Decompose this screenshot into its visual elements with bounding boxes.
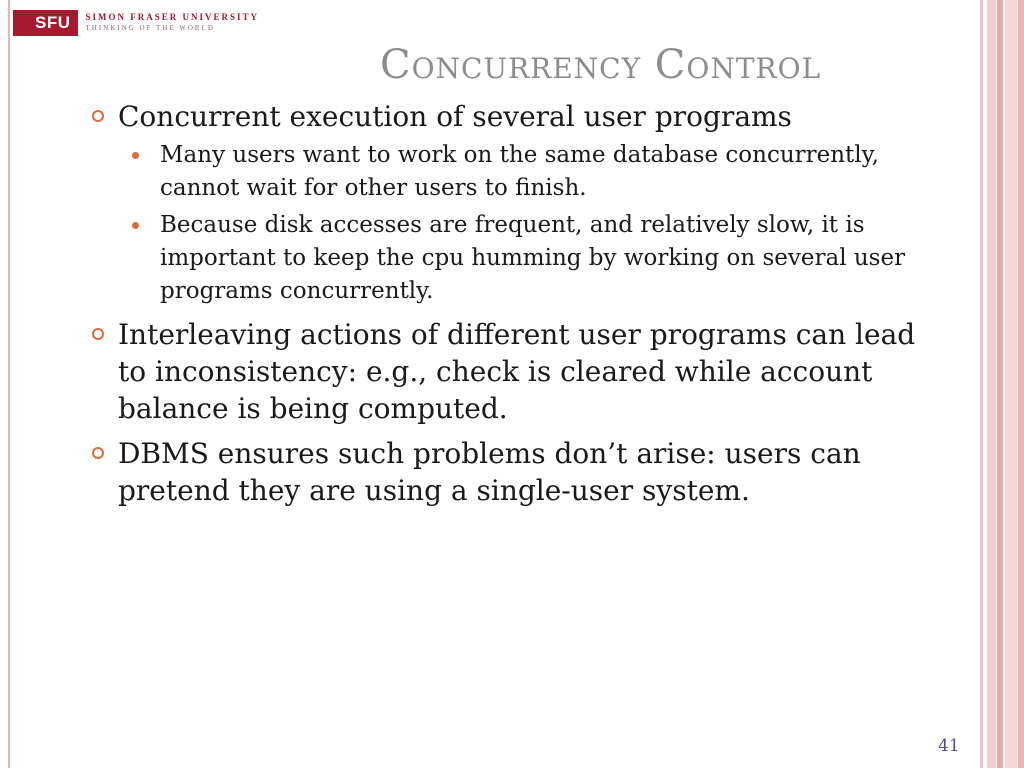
logo-university-name: SIMON FRASER UNIVERSITY: [85, 12, 260, 22]
logo-tagline: THINKING OF THE WORLD: [85, 24, 215, 32]
right-stripe-4: [1005, 0, 1017, 768]
dot-bullet-icon: [132, 222, 139, 229]
bullet-item: [88, 435, 948, 509]
logo-text: [86, 12, 260, 34]
sub-bullet-text: Because disk accesses are frequent, and relatively slow, it is important to keep the cpu humming by working on several user programs concurrently.: [160, 212, 906, 304]
sub-bullet-text: Many users want to work on the same database concurrently, cannot wait for other users to finish.: [160, 142, 879, 201]
left-accent-line: [8, 0, 10, 768]
bullet-item: [88, 316, 948, 427]
bullet-text: DBMS ensures such problems don’t arise: users can pretend they are using a single-user system.: [118, 437, 861, 507]
right-stripe-1: [980, 0, 983, 768]
page-number: 41: [938, 736, 960, 756]
sub-bullet-item: [118, 209, 948, 308]
right-stripe-5: [1018, 0, 1024, 768]
bullet-item: [88, 98, 948, 308]
slide-title: Concurrency Control: [380, 42, 822, 88]
ring-bullet-icon: [92, 110, 104, 122]
logo-mark: SFU: [13, 10, 78, 36]
sfu-logo: [13, 10, 259, 36]
dot-bullet-icon: [132, 152, 139, 159]
bullet-text: Concurrent execution of several user programs: [118, 100, 792, 133]
slide-content: [88, 98, 948, 517]
ring-bullet-icon: [92, 328, 104, 340]
right-stripe-2: [987, 0, 996, 768]
bullet-text: Interleaving actions of different user programs can lead to inconsistency: e.g., check is cleared while account balance is being computed.: [118, 318, 916, 425]
right-stripe-3: [997, 0, 1003, 768]
ring-bullet-icon: [92, 447, 104, 459]
sub-bullet-item: [118, 139, 948, 205]
